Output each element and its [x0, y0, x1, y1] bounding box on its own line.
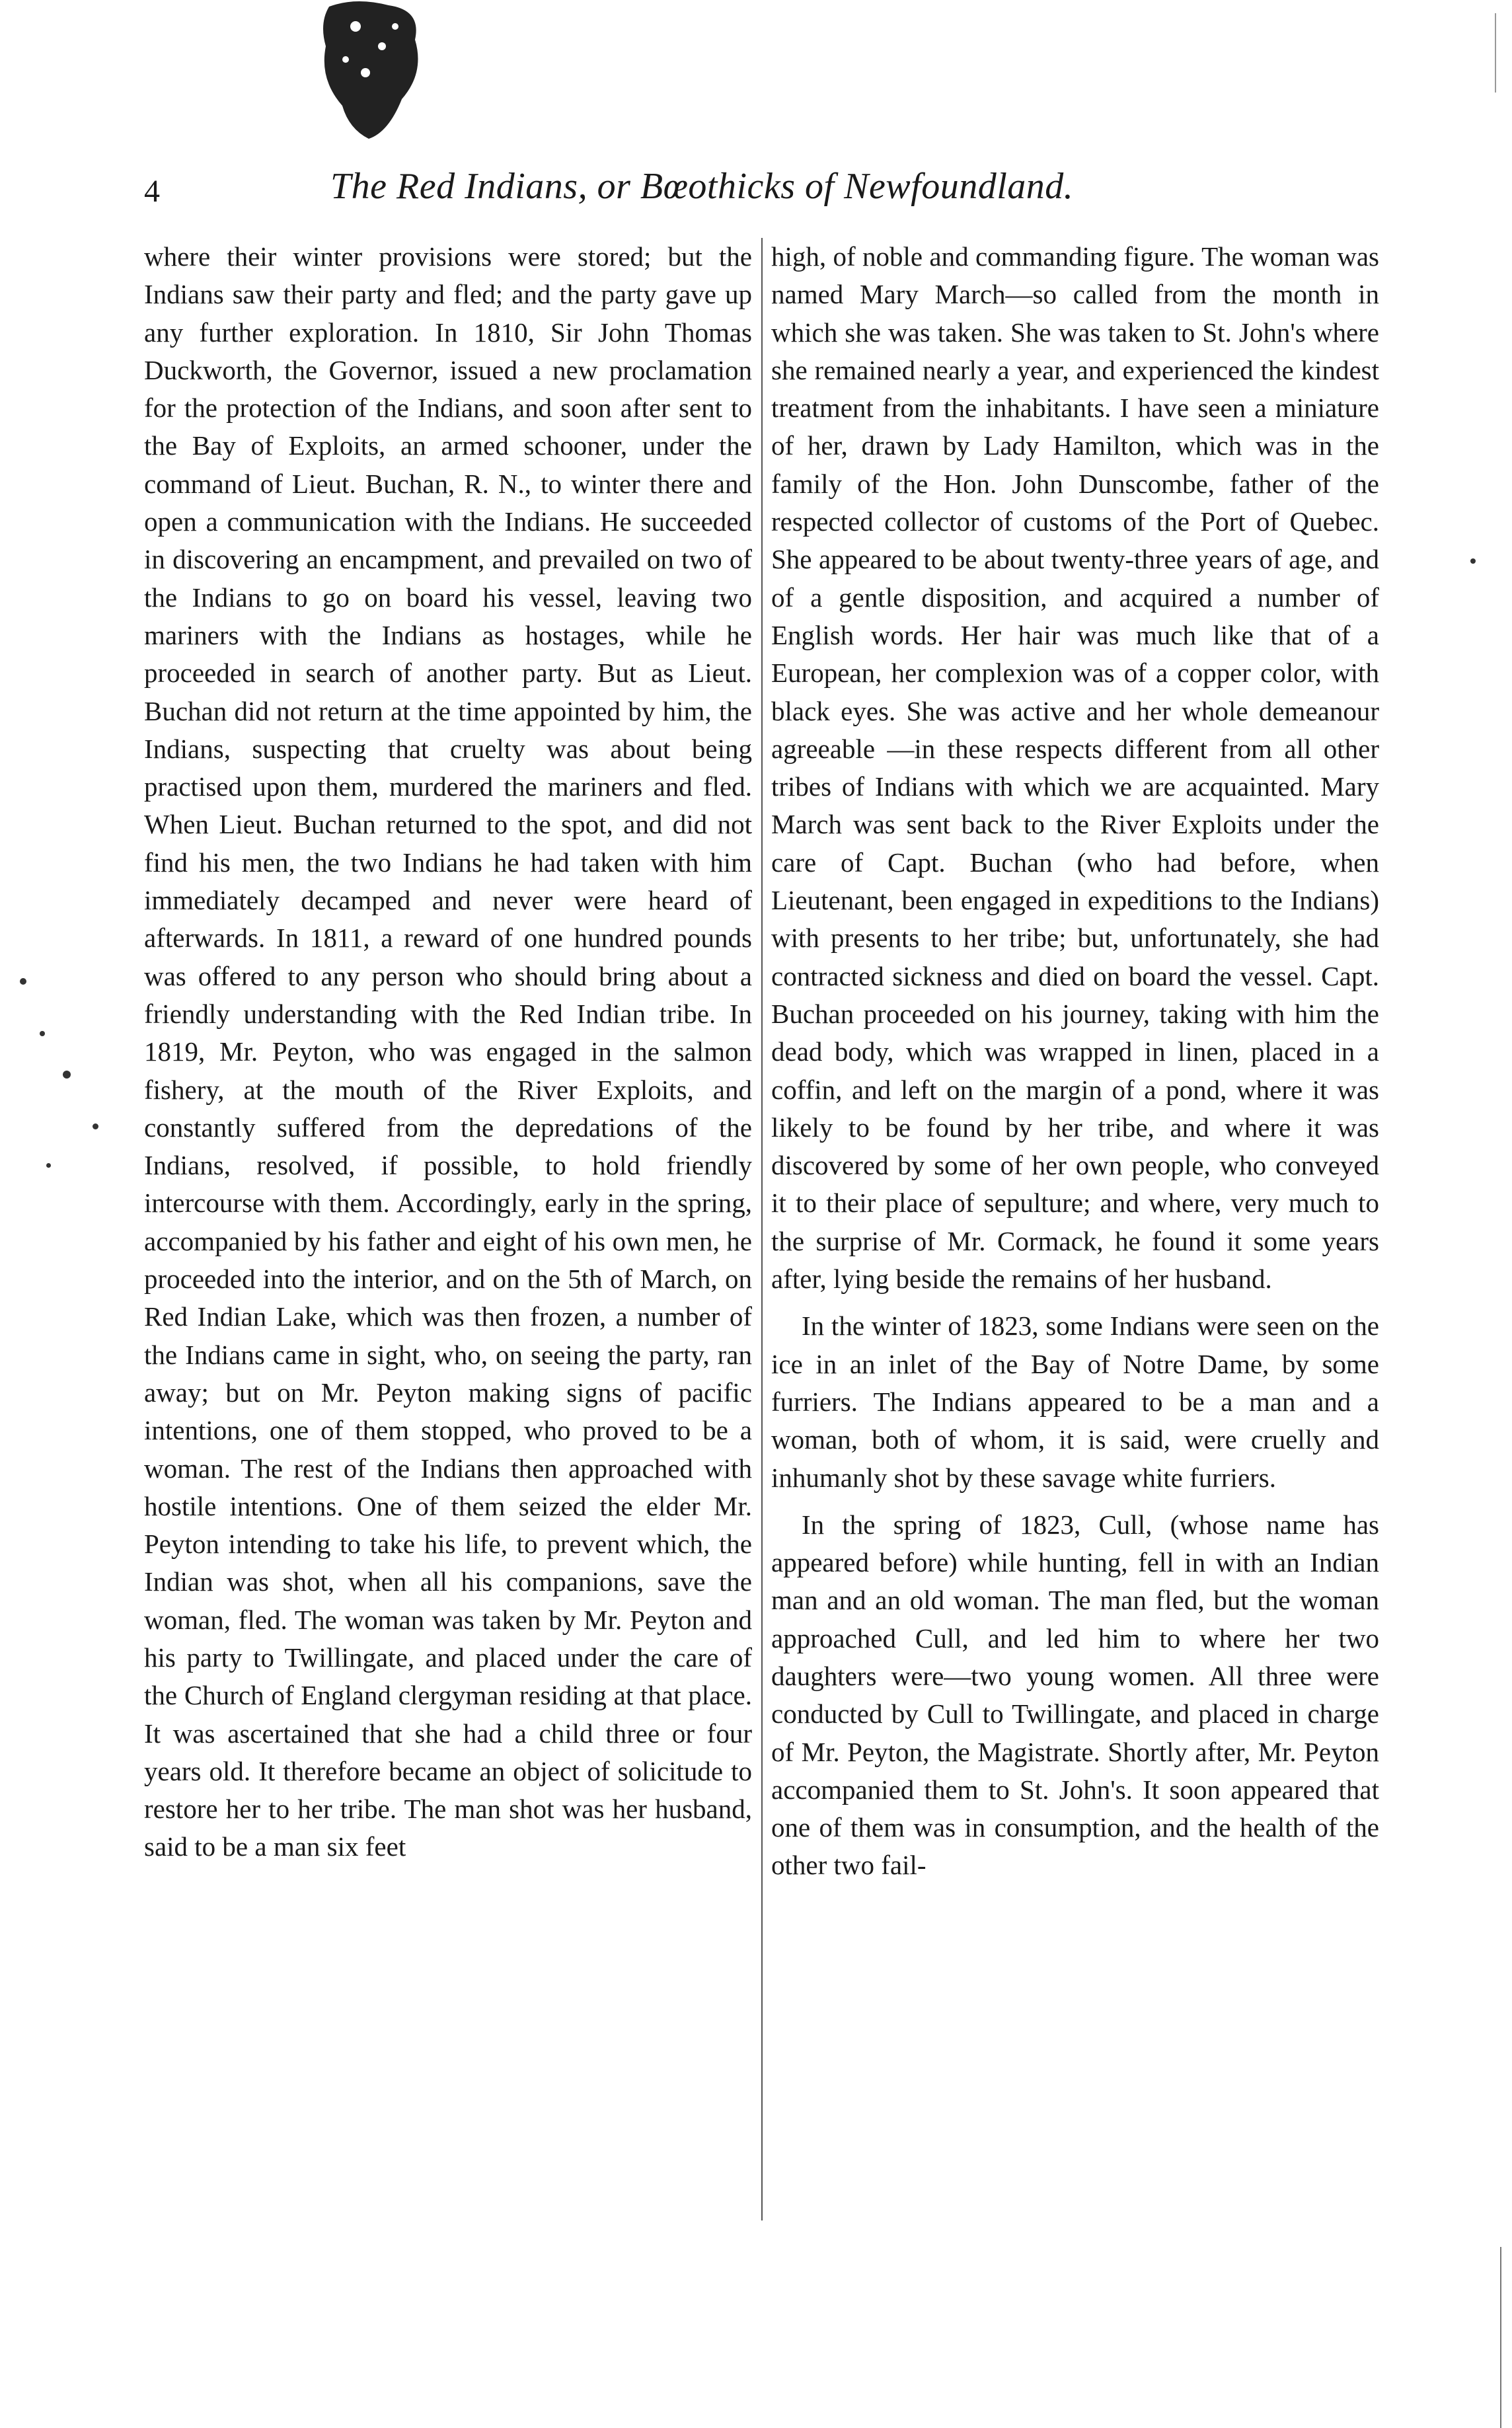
ink-speck	[40, 1031, 45, 1036]
paragraph: In the spring of 1823, Cull, (whose name has appeared before) while hunting, fell in with an Indian man and an old woman. The man fled, but the woman approached Cull, and led him to where her two daughters were—two young women. All three were conducted by Cull to Twillingate, and placed in charge of Mr. Peyton, the Magistrate. Shortly after, Mr. Peyton accompanied them to St. John's. It soon appeared that one of them was in consumption, and the health of the other two fail-	[771, 1509, 1379, 1881]
column-divider	[761, 238, 763, 2220]
ink-speck	[20, 978, 26, 985]
right-column	[771, 238, 1379, 2406]
running-title: The Red Indians, or Bœothicks of Newfoundland.	[330, 166, 1074, 207]
ink-speck	[93, 1123, 98, 1129]
ink-speck	[46, 1163, 51, 1168]
left-column	[144, 238, 752, 2406]
paragraph: high, of noble and commanding figure. The woman was named Mary March—so called from the month in which she was taken. She was taken to St. John's where she remained nearly a year, and experienced the kindest treatment from the inhabitants. I have seen a miniature of her, drawn by Lady Hamilton, which was in the family of the Hon. John Dunscombe, father of the respected collector of customs of the Port of Quebec. She appeared to be about twenty-three years of age, and of a gentle disposition, and acquired a number of English words. Her hair was much like that of a European, her complexion was of a copper color, with black eyes. She was active and her whole demeanour agreeable —in these respects different from all other tribes of Indians with which we are acquainted. Mary March was sent back to the River Exploits under the care of Capt. Buchan (who had before, when Lieutenant, been engaged in expeditions to the Indians) with presents to her tribe; but, unfortunately, she had contracted sickness and died on board the vessel. Capt. Buchan proceeded on his journey, taking with him the dead body, which was wrapped in linen, placed in a coffin, and left on the margin of a pond, where it was likely to be found by her tribe, and where it was discovered by some of her own people, who conveyed it to their place of sepulture; and where, very much to the surprise of Mr. Cormack, he found it some years after, lying beside the remains of her husband.	[771, 241, 1379, 1295]
page-edge-mark	[1500, 2247, 1501, 2428]
page-edge-mark	[1495, 13, 1496, 93]
ink-speck	[1470, 558, 1476, 564]
paragraph: where their winter provisions were stored; but the Indians saw their party and fled; and the party gave up any further exploration. In 1810, Sir John Thomas Duckworth, the Governor, issued a new proclamation for the protection of the Indians, and soon after sent to the Bay of Exploits, an armed schooner, under the command of Lieut. Buchan, R. N., to winter there and open a communication with the Indians. He succeeded in discovering an encampment, and prevailed on two of the Indians to go on board his vessel, leaving two mariners with the Indians as hostages, while he proceeded in search of another party. But as Lieut. Buchan did not return at the time appointed by him, the Indians, suspecting that cruelty was about being practised upon them, murdered the mariners and fled. When Lieut. Buchan returned to the spot, and did not find his men, the two Indians he had taken with him immediately decamped and never were heard of afterwards. In 1811, a reward of one hundred pounds was offered to any person who should bring about a friendly understanding with the Red Indian tribe. In 1819, Mr. Peyton, who was engaged in the salmon fishery, at the mouth of the River Exploits, and constantly suffered from the depredations of the Indians, resolved, if possible, to hold friendly intercourse with them. Accordingly, early in the spring, accompanied by his father and eight of his own men, he proceeded into the interior, and on the 5th of March, on Red Indian Lake, which was then frozen, a number of the Indians came in sight, who, on seeing the party, ran away; but on Mr. Peyton making signs of pacific intentions, one of them stopped, who proved to be a woman. The rest of the Indians then approached with hostile intentions. One of them seized the elder Mr. Peyton intending to take his life, to prevent which, the Indian was shot, when all his companions, save the woman, fled. The woman was taken by Mr. Peyton and his party to Twillingate, and placed under the care of the Church of England clergyman residing at that place. It was ascertained that she had a child three or four years old. It therefore became an object of solicitude to restore her to her tribe. The man shot was her husband, said to be a man six feet	[144, 241, 752, 1862]
paragraph: In the winter of 1823, some Indians were seen on the ice in an inlet of the Bay of Notre Dame, by some furriers. The Indians appeared to be a man and a woman, both of whom, it is said, were cruelly and inhumanly shot by these savage white furriers.	[771, 1310, 1379, 1493]
ink-speck	[63, 1071, 71, 1079]
page-number: 4	[144, 174, 160, 209]
ink-blot-decoration	[316, 0, 428, 142]
